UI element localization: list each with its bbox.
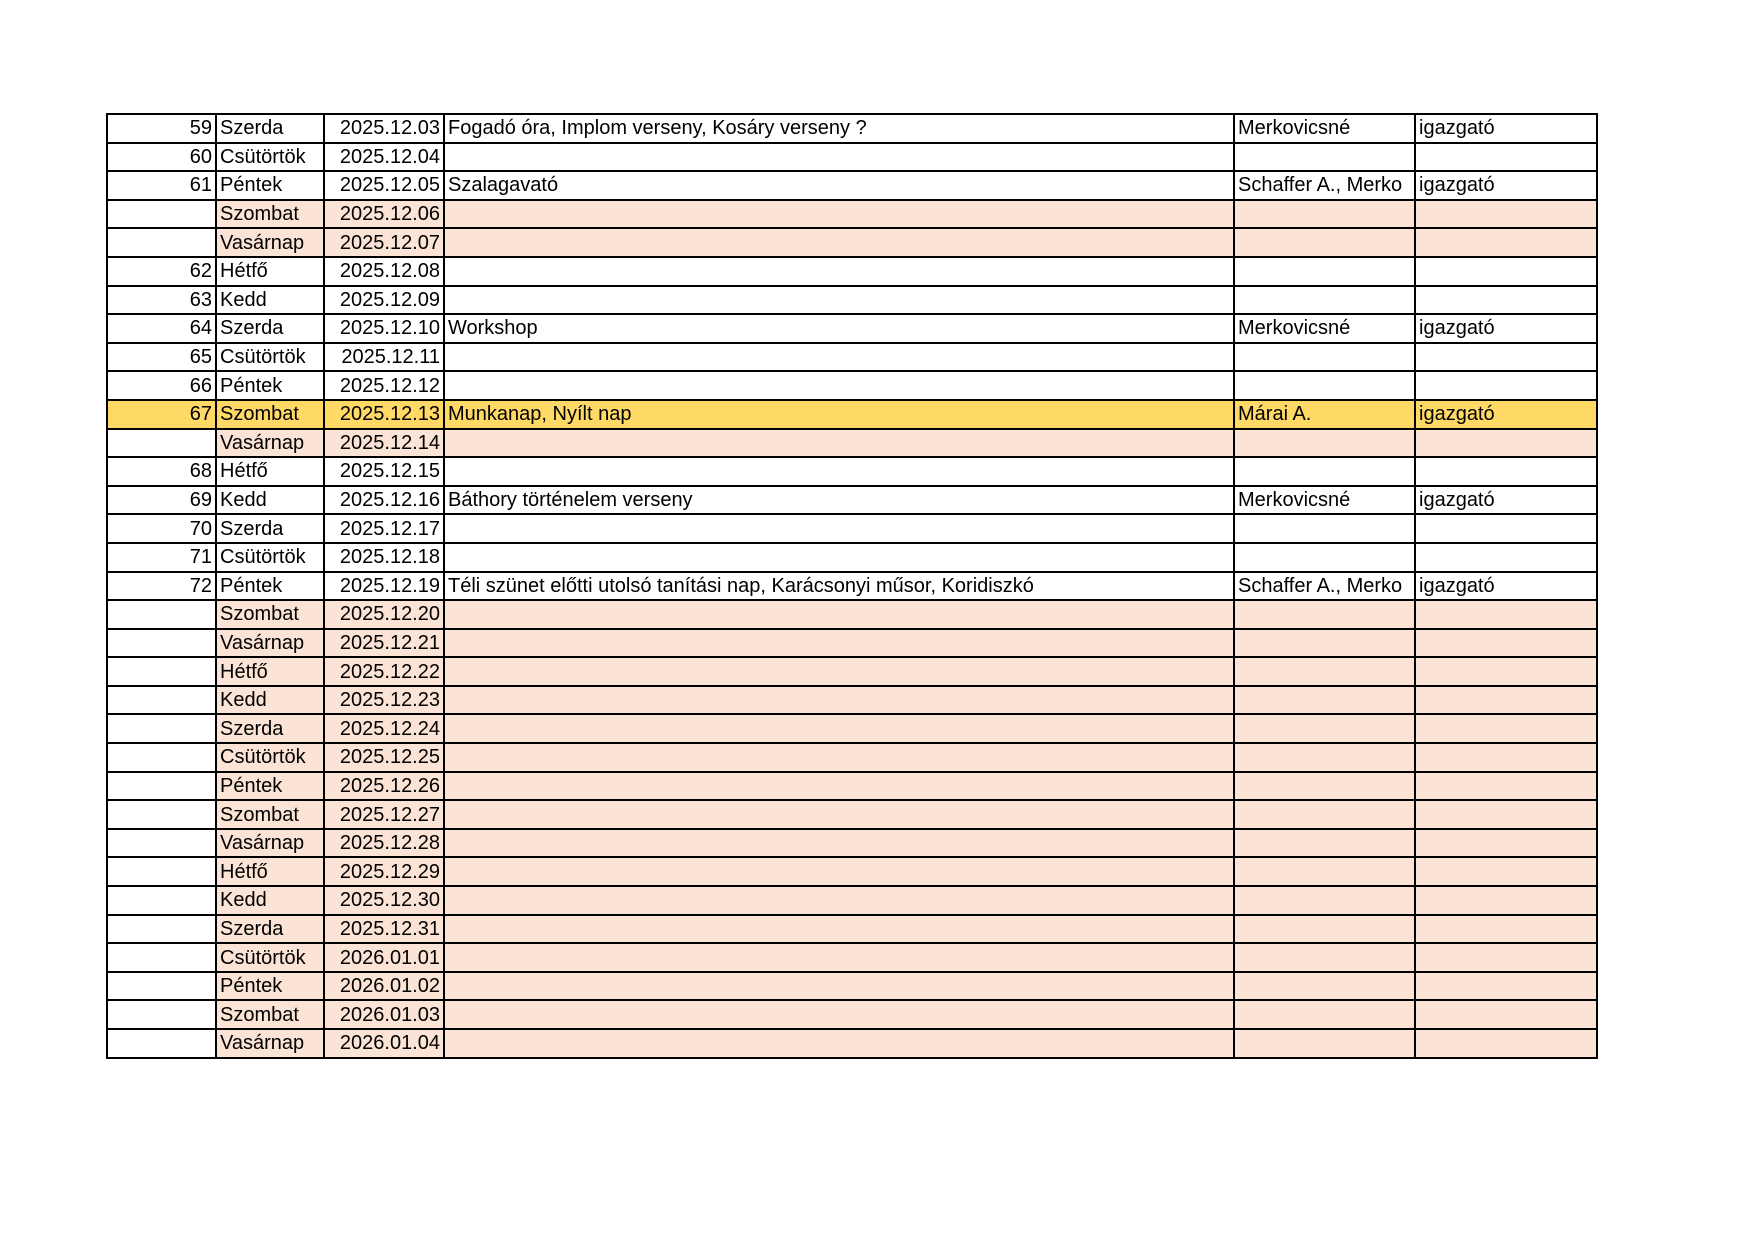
responsible-cell: Márai A. [1234,400,1415,429]
date-cell: 2025.12.05 [324,171,444,200]
event-cell [444,972,1234,1001]
table-row [107,943,1597,972]
table-row [107,514,1597,543]
responsible-cell [1234,343,1415,372]
day-name-cell: Szerda [216,114,324,143]
day-name-cell: Hétfő [216,857,324,886]
event-cell: Munkanap, Nyílt nap [444,400,1234,429]
row-number-cell: 61 [107,171,216,200]
event-cell: Báthory történelem verseny [444,486,1234,515]
day-name-cell: Péntek [216,972,324,1001]
row-number-cell [107,915,216,944]
event-cell [444,343,1234,372]
table-row [107,743,1597,772]
role-cell [1415,1029,1597,1058]
role-cell [1415,600,1597,629]
day-name-cell: Vasárnap [216,629,324,658]
role-cell: igazgató [1415,572,1597,601]
row-number-cell [107,972,216,1001]
date-cell: 2025.12.24 [324,714,444,743]
day-name-cell: Vasárnap [216,829,324,858]
date-cell: 2025.12.10 [324,314,444,343]
day-name-cell: Péntek [216,171,324,200]
event-cell [444,772,1234,801]
table-row [107,972,1597,1001]
responsible-cell [1234,943,1415,972]
event-cell [444,743,1234,772]
row-number-cell: 64 [107,314,216,343]
role-cell [1415,457,1597,486]
date-cell: 2025.12.13 [324,400,444,429]
table-row [107,143,1597,172]
event-cell [444,257,1234,286]
day-name-cell: Csütörtök [216,543,324,572]
day-name-cell: Hétfő [216,457,324,486]
role-cell: igazgató [1415,114,1597,143]
responsible-cell [1234,972,1415,1001]
event-cell: Fogadó óra, Implom verseny, Kosáry verseny ? [444,114,1234,143]
row-number-cell: 72 [107,572,216,601]
responsible-cell [1234,772,1415,801]
table-row [107,371,1597,400]
row-number-cell: 65 [107,343,216,372]
row-number-cell [107,800,216,829]
role-cell [1415,829,1597,858]
date-cell: 2025.12.26 [324,772,444,801]
date-cell: 2025.12.25 [324,743,444,772]
row-number-cell: 70 [107,514,216,543]
responsible-cell [1234,457,1415,486]
date-cell: 2025.12.23 [324,686,444,715]
responsible-cell [1234,915,1415,944]
table-row [107,829,1597,858]
role-cell [1415,743,1597,772]
event-cell [444,200,1234,229]
date-cell: 2025.12.07 [324,228,444,257]
responsible-cell [1234,228,1415,257]
day-name-cell: Vasárnap [216,228,324,257]
table-row [107,1000,1597,1029]
event-cell [444,286,1234,315]
date-cell: 2025.12.31 [324,915,444,944]
row-number-cell [107,1000,216,1029]
table-row [107,886,1597,915]
role-cell [1415,943,1597,972]
responsible-cell [1234,743,1415,772]
responsible-cell [1234,657,1415,686]
table-row [107,800,1597,829]
date-cell: 2025.12.04 [324,143,444,172]
date-cell: 2026.01.01 [324,943,444,972]
row-number-cell: 66 [107,371,216,400]
event-cell [444,829,1234,858]
responsible-cell [1234,543,1415,572]
responsible-cell [1234,429,1415,458]
table-row [107,429,1597,458]
date-cell: 2025.12.11 [324,343,444,372]
date-cell: 2025.12.22 [324,657,444,686]
event-cell [444,1000,1234,1029]
role-cell [1415,657,1597,686]
table-row [107,686,1597,715]
date-cell: 2025.12.16 [324,486,444,515]
event-cell [444,943,1234,972]
responsible-cell [1234,886,1415,915]
table-row [107,200,1597,229]
table-row [107,543,1597,572]
event-cell [444,600,1234,629]
table-row [107,915,1597,944]
table-row [107,714,1597,743]
row-number-cell [107,886,216,915]
table-row [107,486,1597,515]
day-name-cell: Csütörtök [216,143,324,172]
event-cell [444,429,1234,458]
table-row [107,600,1597,629]
role-cell [1415,1000,1597,1029]
date-cell: 2025.12.09 [324,286,444,315]
table-row [107,572,1597,601]
day-name-cell: Kedd [216,886,324,915]
row-number-cell [107,600,216,629]
row-number-cell [107,629,216,658]
event-cell [444,543,1234,572]
day-name-cell: Hétfő [216,257,324,286]
day-name-cell: Péntek [216,572,324,601]
event-cell [444,228,1234,257]
role-cell [1415,629,1597,658]
responsible-cell [1234,857,1415,886]
row-number-cell: 59 [107,114,216,143]
responsible-cell: Merkovicsné [1234,314,1415,343]
role-cell: igazgató [1415,400,1597,429]
row-number-cell [107,714,216,743]
role-cell: igazgató [1415,171,1597,200]
row-number-cell: 71 [107,543,216,572]
table-row [107,772,1597,801]
role-cell [1415,543,1597,572]
event-cell [444,143,1234,172]
role-cell [1415,371,1597,400]
role-cell: igazgató [1415,314,1597,343]
row-number-cell [107,829,216,858]
day-name-cell: Szerda [216,314,324,343]
row-number-cell [107,429,216,458]
responsible-cell: Merkovicsné [1234,114,1415,143]
table-row [107,657,1597,686]
row-number-cell [107,857,216,886]
event-cell: Workshop [444,314,1234,343]
date-cell: 2025.12.28 [324,829,444,858]
table-row [107,314,1597,343]
row-number-cell: 67 [107,400,216,429]
event-cell [444,800,1234,829]
day-name-cell: Péntek [216,371,324,400]
role-cell [1415,686,1597,715]
row-number-cell [107,200,216,229]
day-name-cell: Péntek [216,772,324,801]
responsible-cell: Schaffer A., Merko [1234,171,1415,200]
role-cell [1415,772,1597,801]
event-cell [444,686,1234,715]
event-cell [444,657,1234,686]
row-number-cell [107,686,216,715]
table-row [107,629,1597,658]
day-name-cell: Szombat [216,200,324,229]
table-row [107,343,1597,372]
date-cell: 2026.01.03 [324,1000,444,1029]
responsible-cell [1234,829,1415,858]
date-cell: 2025.12.29 [324,857,444,886]
row-number-cell: 69 [107,486,216,515]
responsible-cell: Merkovicsné [1234,486,1415,515]
date-cell: 2025.12.08 [324,257,444,286]
date-cell: 2025.12.12 [324,371,444,400]
event-cell [444,1029,1234,1058]
responsible-cell [1234,200,1415,229]
day-name-cell: Szombat [216,1000,324,1029]
role-cell [1415,714,1597,743]
table-row [107,257,1597,286]
role-cell: igazgató [1415,486,1597,515]
role-cell [1415,257,1597,286]
role-cell [1415,886,1597,915]
row-number-cell: 63 [107,286,216,315]
table-row [107,857,1597,886]
responsible-cell [1234,371,1415,400]
schedule-table [106,113,1598,1059]
role-cell [1415,200,1597,229]
date-cell: 2025.12.21 [324,629,444,658]
date-cell: 2025.12.30 [324,886,444,915]
day-name-cell: Csütörtök [216,743,324,772]
role-cell [1415,514,1597,543]
row-number-cell [107,772,216,801]
date-cell: 2025.12.17 [324,514,444,543]
date-cell: 2025.12.19 [324,572,444,601]
date-cell: 2026.01.02 [324,972,444,1001]
date-cell: 2025.12.15 [324,457,444,486]
role-cell [1415,429,1597,458]
event-cell [444,371,1234,400]
day-name-cell: Hétfő [216,657,324,686]
row-number-cell [107,228,216,257]
table-row [107,457,1597,486]
event-cell: Téli szünet előtti utolsó tanítási nap, Karácsonyi műsor, Koridiszkó [444,572,1234,601]
role-cell [1415,286,1597,315]
day-name-cell: Szerda [216,714,324,743]
responsible-cell [1234,629,1415,658]
table-row [107,114,1597,143]
table-row [107,286,1597,315]
row-number-cell [107,657,216,686]
event-cell [444,915,1234,944]
day-name-cell: Kedd [216,686,324,715]
event-cell [444,714,1234,743]
date-cell: 2025.12.03 [324,114,444,143]
day-name-cell: Kedd [216,286,324,315]
role-cell [1415,343,1597,372]
row-number-cell: 60 [107,143,216,172]
day-name-cell: Csütörtök [216,943,324,972]
event-cell [444,629,1234,658]
date-cell: 2025.12.18 [324,543,444,572]
row-number-cell [107,1029,216,1058]
event-cell [444,886,1234,915]
responsible-cell: Schaffer A., Merko [1234,572,1415,601]
role-cell [1415,972,1597,1001]
event-cell [444,514,1234,543]
role-cell [1415,143,1597,172]
day-name-cell: Szombat [216,600,324,629]
day-name-cell: Vasárnap [216,429,324,458]
day-name-cell: Vasárnap [216,1029,324,1058]
row-number-cell [107,743,216,772]
responsible-cell [1234,800,1415,829]
role-cell [1415,857,1597,886]
event-cell [444,457,1234,486]
date-cell: 2025.12.06 [324,200,444,229]
role-cell [1415,800,1597,829]
schedule-body [107,114,1597,1058]
row-number-cell: 68 [107,457,216,486]
row-number-cell [107,943,216,972]
responsible-cell [1234,714,1415,743]
table-row [107,228,1597,257]
date-cell: 2026.01.04 [324,1029,444,1058]
responsible-cell [1234,600,1415,629]
responsible-cell [1234,686,1415,715]
day-name-cell: Kedd [216,486,324,515]
day-name-cell: Szombat [216,400,324,429]
table-row [107,171,1597,200]
date-cell: 2025.12.27 [324,800,444,829]
responsible-cell [1234,1029,1415,1058]
event-cell: Szalagavató [444,171,1234,200]
table-row [107,1029,1597,1058]
row-number-cell: 62 [107,257,216,286]
date-cell: 2025.12.20 [324,600,444,629]
role-cell [1415,228,1597,257]
date-cell: 2025.12.14 [324,429,444,458]
day-name-cell: Szerda [216,915,324,944]
role-cell [1415,915,1597,944]
responsible-cell [1234,257,1415,286]
responsible-cell [1234,514,1415,543]
event-cell [444,857,1234,886]
table-row [107,400,1597,429]
day-name-cell: Csütörtök [216,343,324,372]
day-name-cell: Szombat [216,800,324,829]
responsible-cell [1234,1000,1415,1029]
day-name-cell: Szerda [216,514,324,543]
responsible-cell [1234,286,1415,315]
responsible-cell [1234,143,1415,172]
